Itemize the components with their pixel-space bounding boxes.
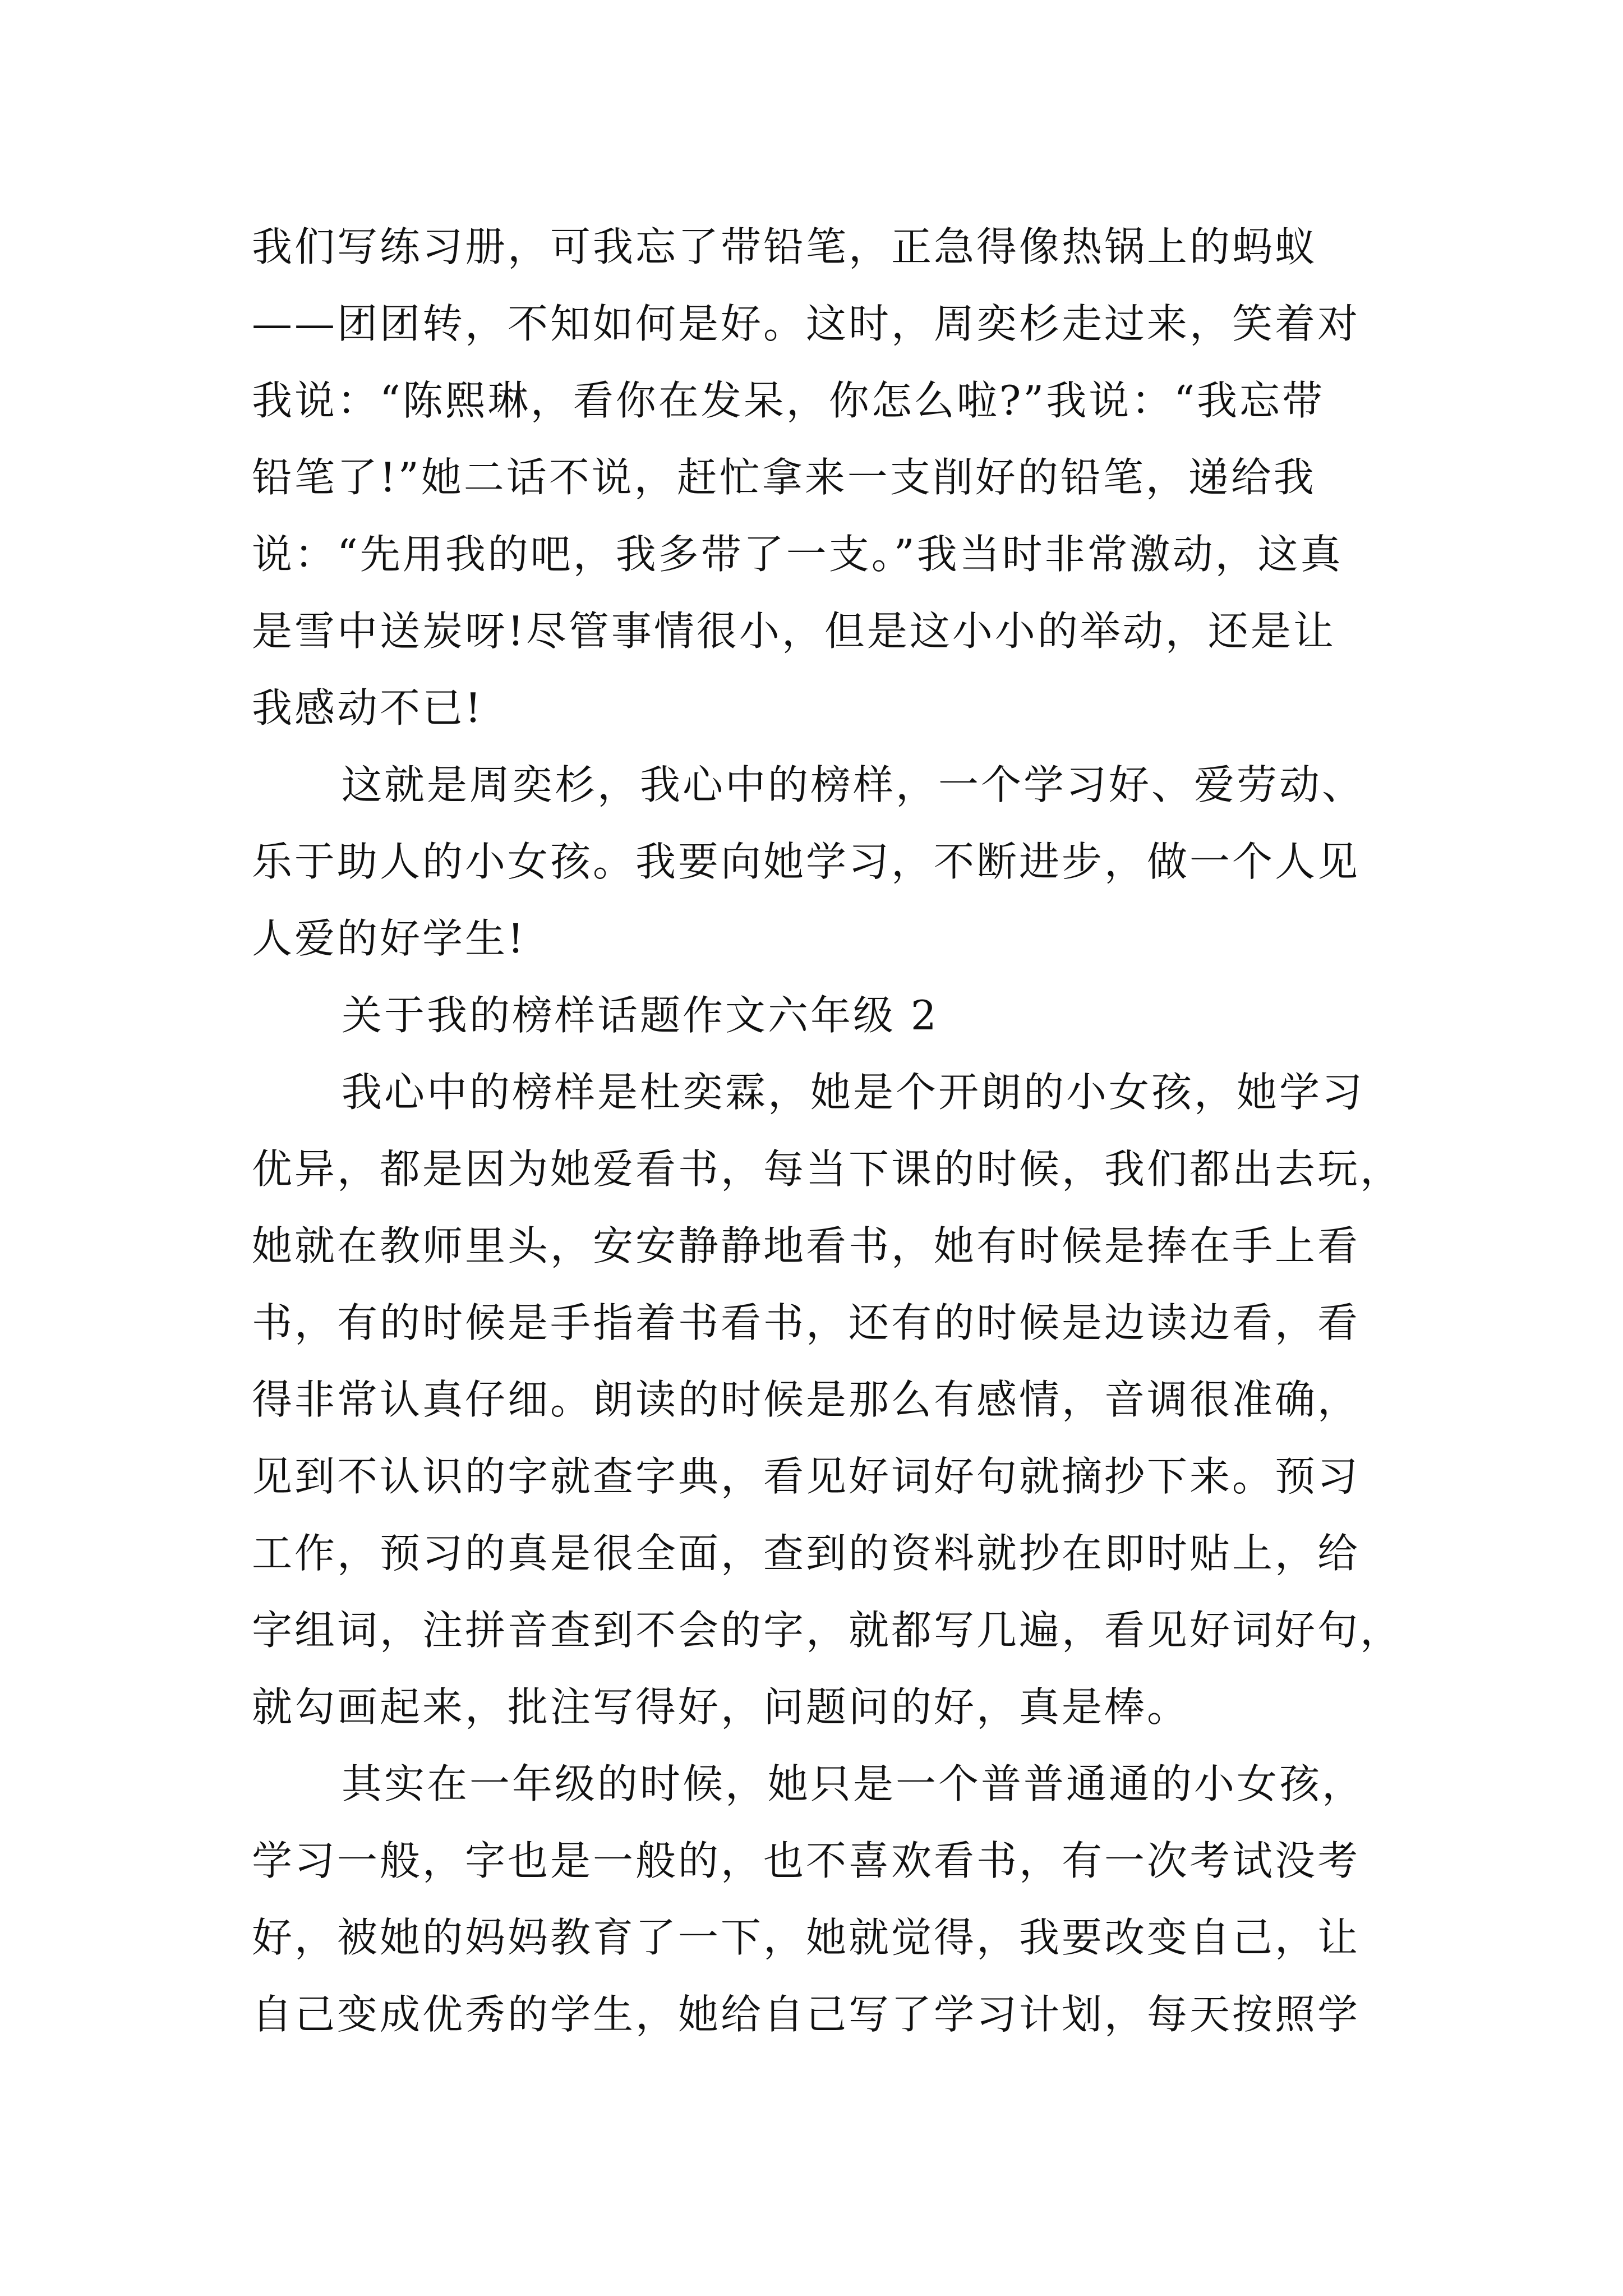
text-line: 得非常认真仔细。朗读的时候是那么有感情，音调很准确，: [252, 1376, 1361, 1423]
text-line: 她就在教师里头，安安静静地看书，她有时候是捧在手上看: [252, 1222, 1361, 1269]
text-line: 我说：“陈熙琳，看你在发呆，你怎么啦?”我说：“我忘带: [252, 377, 1325, 424]
text-line: 就勾画起来，批注写得好，问题问的好，真是棒。: [252, 1683, 1190, 1731]
text-line: 我们写练习册，可我忘了带铅笔，正急得像热锅上的蚂蚁: [252, 223, 1318, 270]
essay-heading: 关于我的榜样话题作文六年级 2: [342, 992, 939, 1039]
text-line: 工作，预习的真是很全面，查到的资料就抄在即时贴上，给: [252, 1530, 1361, 1577]
text-line: 书，有的时候是手指着书看书，还有的时候是边读边看，看: [252, 1299, 1361, 1346]
text-line: 字组词，注拼音查到不会的字，就都写几遍，看见好词好句，: [252, 1607, 1403, 1654]
essay-text: [252, 209, 1430, 2053]
text-line: 优异，都是因为她爱看书，每当下课的时候，我们都出去玩，: [252, 1145, 1403, 1193]
paragraph-start-line: 我心中的榜样是杜奕霖，她是个开朗的小女孩，她学习: [342, 1069, 1365, 1116]
text-line: 是雪中送炭呀!尽管事情很小，但是这小小的举动，还是让: [252, 608, 1336, 655]
paragraph-start-line: 其实在一年级的时候，她只是一个普普通通的小女孩，: [342, 1760, 1365, 1807]
text-line: ——团团转，不知如何是好。这时，周奕杉走过来，笑着对: [252, 300, 1361, 347]
text-line: 好，被她的妈妈教育了一下，她就觉得，我要改变自己，让: [252, 1914, 1361, 1961]
text-line: 人爱的好学生!: [252, 915, 526, 962]
text-line: 见到不认识的字就查字典，看见好词好句就摘抄下来。预习: [252, 1453, 1361, 1500]
text-line: 铅笔了!”她二话不说，赶忙拿来一支削好的铅笔，递给我: [252, 454, 1316, 501]
text-line: 说：“先用我的吧，我多带了一支。”我当时非常激动，这真: [252, 531, 1343, 578]
text-line: 乐于助人的小女孩。我要向她学习，不断进步，做一个人见: [252, 838, 1361, 885]
paragraph-start-line: 这就是周奕杉，我心中的榜样，一个学习好、爱劳动、: [342, 761, 1365, 808]
text-line: 学习一般，字也是一般的，也不喜欢看书，有一次考试没考: [252, 1837, 1361, 1884]
text-line: 自己变成优秀的学生，她给自己写了学习计划，每天按照学: [252, 1991, 1361, 2038]
text-line: 我感动不已!: [252, 684, 483, 731]
